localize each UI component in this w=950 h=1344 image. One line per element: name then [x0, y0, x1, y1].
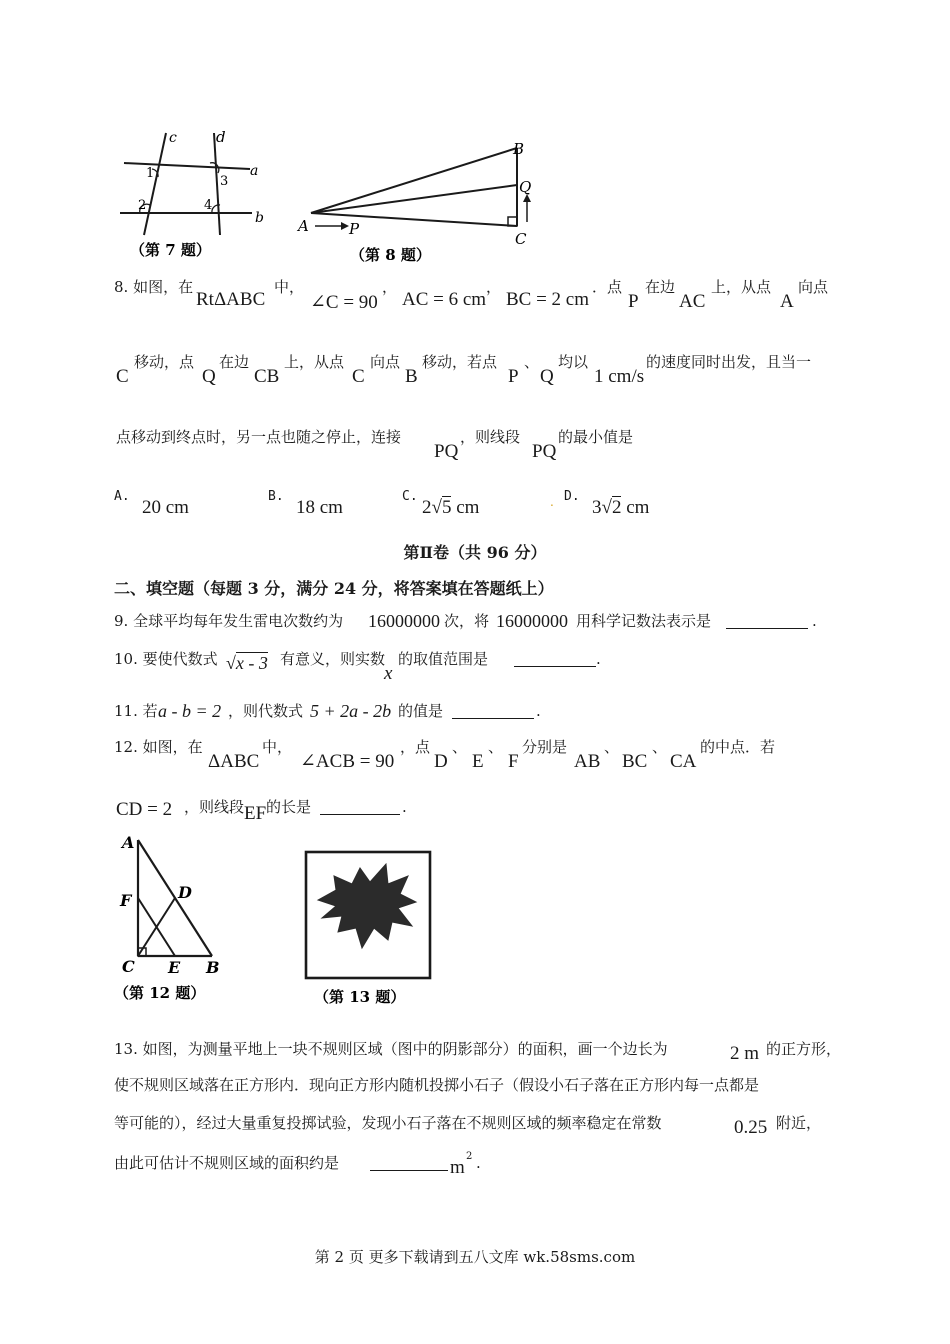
q9-answer-blank[interactable]	[726, 614, 808, 629]
sqrt-sign: √	[431, 497, 442, 518]
q13-text: 的正方形，	[766, 1040, 842, 1058]
q9-text: 9. 全球平均每年发生雷电次数约为	[114, 612, 344, 630]
fig8-label-P: P	[349, 220, 360, 238]
q12-math: ΔABC	[208, 751, 260, 772]
fig8-label-Q: Q	[519, 178, 532, 196]
q10-sqrt	[226, 654, 268, 672]
q8-text: ．点	[592, 278, 623, 296]
q13-answer-blank[interactable]	[370, 1156, 448, 1171]
q12-math: AB	[574, 751, 601, 772]
q8-text: 的最小值是	[558, 428, 634, 446]
fig12-label-D: D	[178, 883, 192, 902]
q13-period: .	[476, 1154, 481, 1172]
q8-text: 点移动到终点时，另一点也随之停止，连接	[116, 428, 402, 446]
page-footer: 第 2 页 更多下载请到五八文库 wk.58sms.com	[314, 1248, 636, 1266]
figure-12	[114, 832, 244, 1012]
q12-math: E	[472, 751, 484, 772]
q12-answer-blank[interactable]	[320, 800, 400, 815]
q12-math: ∠ACB = 90	[300, 751, 395, 772]
q13-line1	[0, 1038, 950, 1078]
q11-math: a - b = 2	[158, 701, 222, 721]
section2-title: 第Ⅱ卷（共 96 分）	[403, 543, 547, 562]
figure-7	[110, 125, 280, 265]
fig7-label-4: 4	[204, 198, 213, 213]
q8-option-c-radicand: 5	[441, 497, 452, 518]
q13-text: 等可能的），经过大量重复投掷试验，发现小石子落在不规则区域的频率稳定在常数	[114, 1114, 662, 1132]
q9-line	[0, 612, 950, 652]
q12-math: D	[434, 751, 448, 772]
q8-text: ，	[382, 278, 398, 296]
fig12-label-F: F	[120, 891, 132, 910]
q12-line2	[0, 796, 950, 836]
fig8-caption: （第 8 题）	[350, 246, 431, 264]
q8-text: 、	[524, 353, 540, 371]
q8-text: 向点	[798, 278, 829, 296]
q8-text: 的速度同时出发，且当一	[646, 353, 812, 371]
fig12-label-A: A	[122, 833, 135, 852]
q8-text: 向点	[370, 353, 401, 371]
q8-option-d-coef: 3	[592, 497, 602, 518]
q12-text: 中，	[262, 738, 293, 756]
q8-option-c-unit: cm	[456, 497, 480, 518]
q13-text: 由此可估计不规则区域的面积约是	[114, 1154, 340, 1172]
q12-text: 、	[652, 738, 668, 756]
q10-line	[0, 650, 950, 690]
q8-option-a-letter: A.	[114, 489, 130, 504]
q8-option-d-value	[592, 498, 649, 517]
q10-period: .	[596, 650, 601, 668]
q12-math: CA	[670, 751, 697, 772]
sqrt-sign: √	[601, 497, 612, 518]
fig12-label-B: B	[206, 958, 220, 977]
fig12-label-E: E	[168, 958, 181, 977]
q8-line2	[0, 355, 950, 395]
q13-line2: 使不规则区域落在正方形内．现向正方形内随机投掷小石子（假设小石子落在正方形内每一点都是	[114, 1076, 760, 1094]
q8-math: BC = 2 cm	[506, 289, 590, 310]
q8-text: ，则线段	[460, 428, 521, 446]
q12-text: 、	[488, 738, 504, 756]
q11-text: 的值是	[398, 702, 444, 720]
q8-math: B	[405, 366, 418, 387]
q13-text: 13. 如图，为测量平地上一块不规则区域（图中的阴影部分）的面积，画一个边长为	[114, 1040, 668, 1058]
fig8-label-B: B	[513, 140, 525, 158]
q8-math: AC	[679, 291, 706, 312]
q12-line1	[0, 740, 950, 780]
q10-radicand: x - 3	[235, 653, 268, 673]
q12-text: 分别是	[522, 738, 568, 756]
q12-text: ，则线段	[184, 798, 245, 816]
section2-heading: 二、填空题（每题 3 分，满分 24 分，将答案填在答题纸上）	[114, 579, 554, 598]
q8-option-a-value: 20 cm	[142, 497, 189, 518]
q9-number: 16000000	[496, 611, 568, 631]
q8-text: 在边	[645, 278, 676, 296]
q8-option-b-letter: B.	[268, 489, 284, 504]
q11-text: ，则代数式	[228, 702, 304, 720]
q8-math: CB	[254, 366, 280, 387]
q9-number: 16000000	[368, 611, 440, 631]
q8-text: 上，从点	[284, 353, 345, 371]
q12-text: 、	[452, 738, 468, 756]
irregular-region-shape	[318, 864, 416, 948]
fig7-label-d: d	[216, 128, 226, 146]
q8-text: 中，	[274, 278, 305, 296]
q8-option-d-radicand: 2	[611, 497, 622, 518]
fig7-label-b: b	[255, 210, 264, 226]
q8-line1	[0, 280, 950, 320]
q8-math: Q	[202, 366, 216, 387]
q8-math: AC = 6 cm	[402, 289, 487, 310]
q10-text: 的取值范围是	[398, 650, 489, 668]
q8-math: A	[780, 291, 794, 312]
fig12-label-C: C	[122, 957, 135, 976]
q10-var: x	[384, 663, 393, 684]
q12-period: .	[402, 798, 407, 816]
q12-math: F	[508, 751, 519, 772]
q10-text: 有意义，则实数	[280, 650, 386, 668]
q8-text: 上，从点	[711, 278, 772, 296]
fig7-caption: （第 7 题）	[130, 241, 211, 259]
q12-math: EF	[244, 803, 267, 824]
q11-period: .	[536, 702, 541, 720]
q8-option-c-value	[422, 498, 479, 517]
sqrt-sign: √	[226, 653, 236, 673]
fig13-caption: （第 13 题）	[314, 988, 406, 1006]
fig7-label-c: c	[169, 130, 177, 146]
q8-text: ，	[486, 278, 502, 296]
q8-text: 均以	[558, 353, 589, 371]
q12-math: CD = 2	[116, 799, 173, 820]
q8-text: 8. 如图，在	[114, 278, 194, 296]
q11-math: 5 + 2a - 2b	[310, 701, 392, 721]
q8-text: 在边	[219, 353, 250, 371]
q10-text: 10. 要使代数式	[114, 650, 218, 668]
q13-superscript: 2	[466, 1151, 473, 1162]
q12-text: ，点	[400, 738, 431, 756]
fig7-label-1: 1	[146, 166, 155, 181]
q8-options	[0, 490, 950, 530]
q11-text: 11. 若	[114, 702, 158, 720]
q8-math: PQ	[532, 441, 557, 462]
q8-math: Q	[540, 366, 554, 387]
q8-math: RtΔABC	[196, 289, 266, 310]
q13-math: 2 m	[730, 1043, 760, 1064]
q11-line	[0, 702, 950, 742]
q8-option-c-letter: C.	[402, 489, 418, 504]
q9-text: 次，将	[444, 612, 490, 630]
figure-13	[296, 846, 446, 1008]
fig7-label-3: 3	[220, 174, 229, 189]
q8-math: C	[116, 366, 129, 387]
yellow-dot: .	[550, 495, 554, 509]
fig7-label-a: a	[250, 163, 259, 179]
q9-text: 用科学记数法表示是	[576, 612, 712, 630]
q8-math: C	[352, 366, 365, 387]
q8-math: P	[628, 291, 639, 312]
q12-text: 的中点．若	[700, 738, 776, 756]
q8-option-b-value: 18 cm	[296, 497, 343, 518]
fig8-label-A: A	[298, 217, 309, 235]
fig12-caption: （第 12 题）	[114, 984, 206, 1002]
q12-text: 、	[604, 738, 620, 756]
q8-line3	[0, 430, 950, 470]
fig8-label-C: C	[515, 230, 527, 248]
q8-math: ∠C = 90	[310, 292, 378, 313]
q13-unit: m	[450, 1157, 465, 1178]
fig7-label-2: 2	[138, 198, 147, 213]
q8-math: PQ	[434, 441, 459, 462]
q8-option-d-unit: cm	[626, 497, 650, 518]
q8-option-d-letter: D.	[564, 489, 580, 504]
q13-line4	[0, 1150, 950, 1190]
q12-text: 的长是	[266, 798, 312, 816]
q11-answer-blank[interactable]	[452, 704, 534, 719]
figure-8	[295, 140, 545, 265]
q8-text: 移动，点	[134, 353, 195, 371]
q8-option-c-coef: 2	[422, 497, 432, 518]
q8-math: P	[508, 366, 519, 387]
q10-answer-blank[interactable]	[514, 652, 596, 667]
q12-text: 12. 如图，在	[114, 738, 203, 756]
q13-math: 0.25	[734, 1117, 768, 1138]
q13-line3	[0, 1110, 950, 1150]
q13-text: 附近，	[776, 1114, 822, 1132]
q12-math: BC	[622, 751, 648, 772]
q8-text: 移动，若点	[422, 353, 498, 371]
q9-period: .	[812, 612, 817, 630]
q8-math: 1 cm/s	[594, 366, 645, 387]
